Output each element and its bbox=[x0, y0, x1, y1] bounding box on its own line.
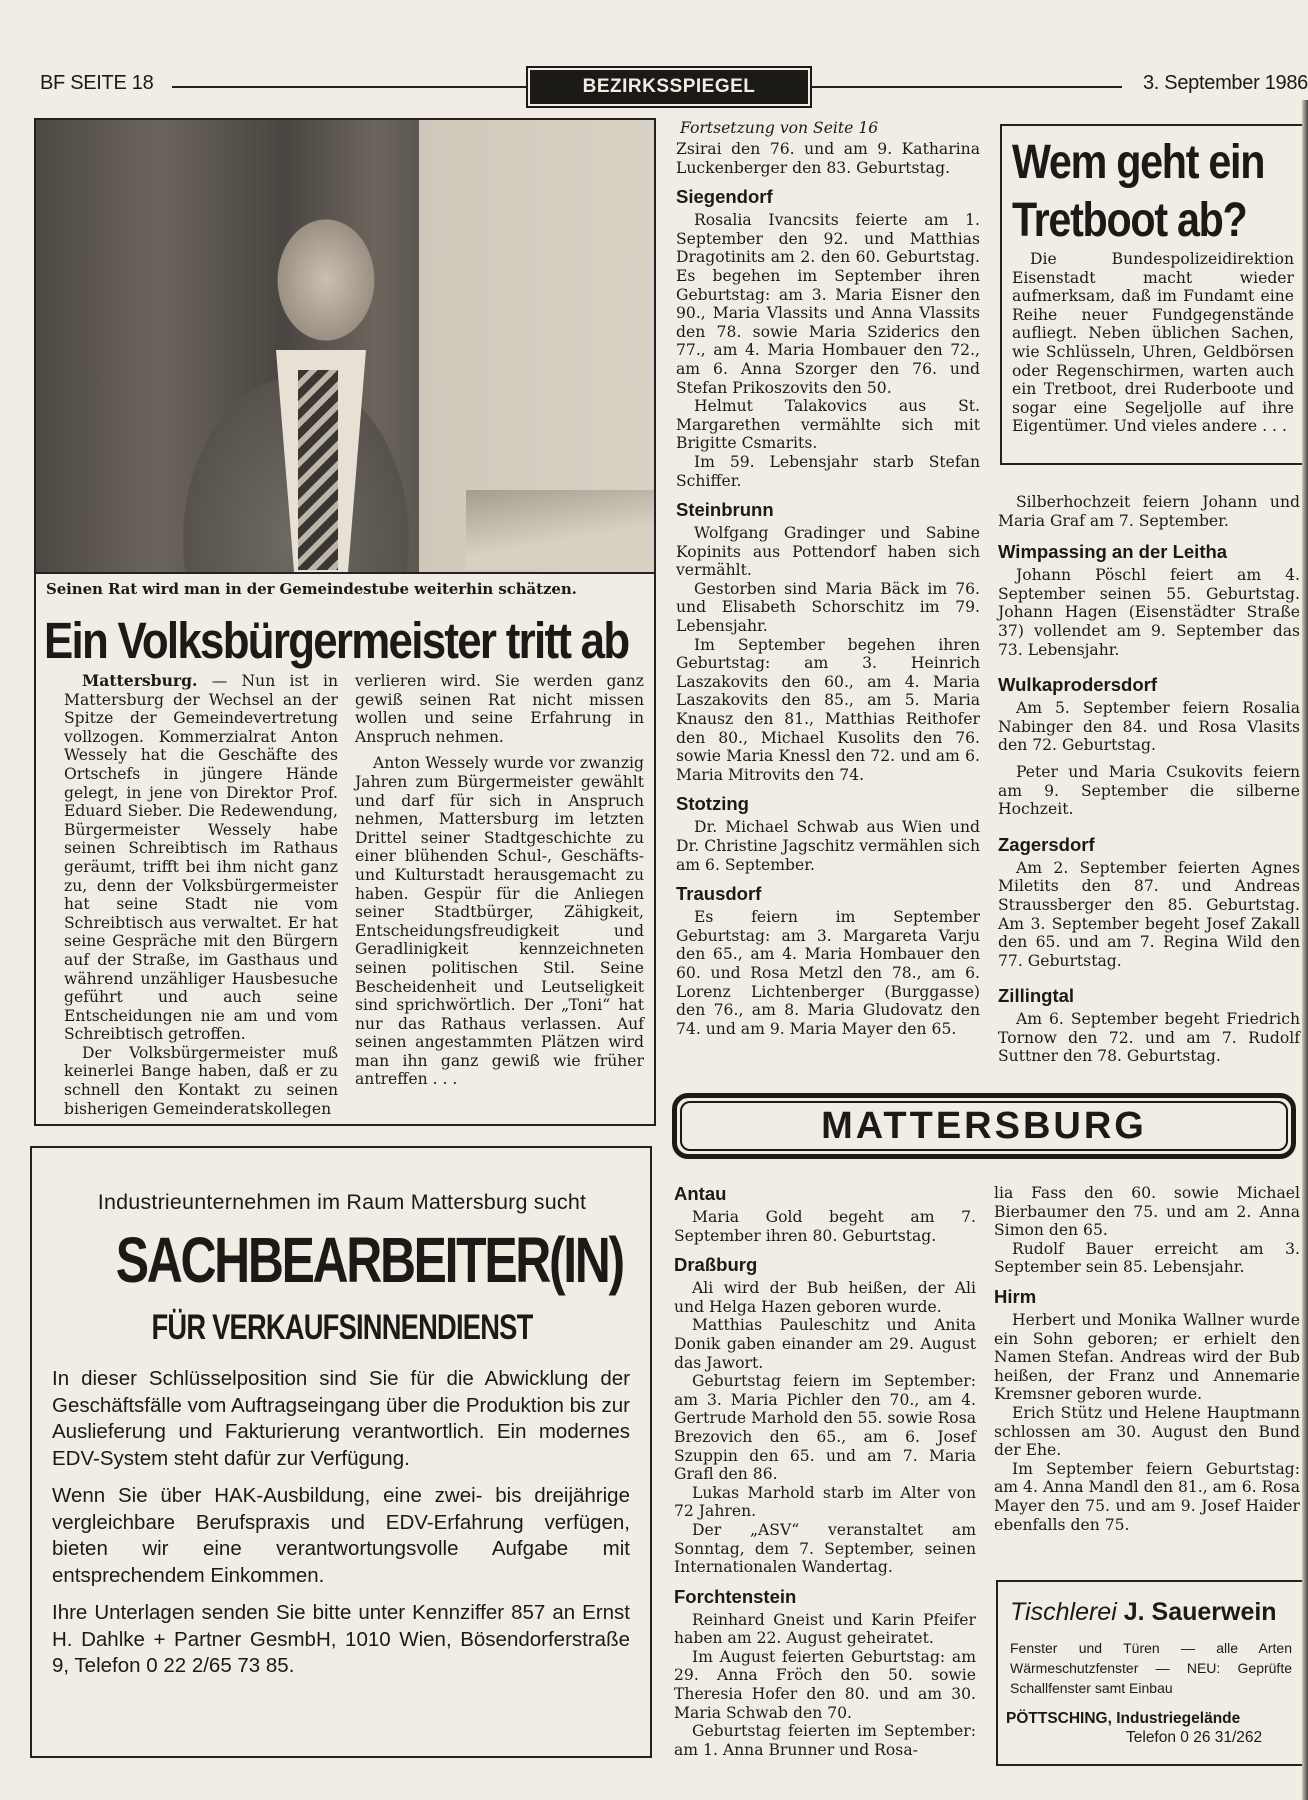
header-rule-right bbox=[812, 86, 1122, 88]
news-paragraph: Maria Gold begeht am 7. September ihren 80. Geburtstag. bbox=[674, 1208, 976, 1245]
section-heading-drassburg: Draßburg bbox=[674, 1254, 758, 1276]
article-paragraph: Mattersburg. — Nun ist in Mattersburg der Wechsel an der Spitze der Gemeindevertretung vollzogen. Kommerzialrat Anton Wessely hat die Geschäfte des Ortschefs in jüngere Hände gelegt, in jene von Direktor Prof. Eduard Sieber. Die Redewendung, Bürgermeister Wessely habe seinen Schreibtisch im Rathaus geräumt, trifft bei ihm nicht ganz zu, denn der Volksbürgermeister hat seine Stadt nie vom Schreibtisch aus verwaltet. Er hat seine Gespräche mit den Bürgern auf der Straße, im Gasthaus und während unzähliger Hausbesuche geführt und auch seine Entscheidungen nie am und vom Schreibtisch getroffen. bbox=[64, 671, 338, 1044]
article-paragraph: verlieren wird. Sie werden ganz gewiß seinen Rat nicht missen wollen und seine Erfahrung in Anspruch nehmen. bbox=[355, 672, 644, 746]
job-ad-body bbox=[52, 1366, 630, 1691]
section-heading-hirm: Hirm bbox=[994, 1285, 1037, 1307]
news-paragraph: Matthias Pauleschitz und Anita Donik gaben einander am 29. August das Jawort. bbox=[674, 1316, 976, 1372]
section-heading-stotzing: Stotzing bbox=[676, 793, 749, 815]
tischlerei-ad-address: PÖTTSCHING, Industriegelände bbox=[1006, 1710, 1241, 1727]
section-heading-wulkaprodersdorf: Wulkaprodersdorf bbox=[998, 674, 1157, 696]
banner-title: MATTERSBURG bbox=[821, 1104, 1147, 1147]
section-heading-antau: Antau bbox=[674, 1183, 727, 1204]
news-paragraph: Der „ASV“ veranstaltet am Sonntag, dem 7. September, seinen Internationalen Wandertag. bbox=[674, 1520, 976, 1577]
continuation-text: Zsirai den 76. und am 9. Katharina Luckenberger den 83. Geburtstag. bbox=[676, 140, 980, 177]
section-heading-trausdorf: Trausdorf bbox=[676, 883, 762, 905]
photo-caption: Seinen Rat wird man in der Gemeindestube weiterhin schätzen. bbox=[46, 580, 577, 598]
photo-tie bbox=[298, 370, 338, 570]
tischlerei-ad-text: Fenster und Türen — alle Arten Wärmeschutzfenster — NEU: Geprüfte Schallfenster samt Einbau bbox=[1010, 1640, 1292, 1696]
notice-headline: Wem geht ein Tretboot ab? bbox=[1012, 136, 1265, 247]
job-ad-subtitle: FÜR VERKAUFSINNENDIENST bbox=[151, 1308, 533, 1347]
news-paragraph: Es feiern im September Geburtstag: am 3. Margareta Varju den 65., am 4. Maria Hombauer den 60. und Rosa Metzl den 78., am 6. Lorenz Lichtenberger (Burggasse) den 76., am 8. Maria Gludovatz den 74. und am 9. Maria Mayer den 65. bbox=[676, 908, 980, 1038]
section-heading-siegendorf: Siegendorf bbox=[676, 186, 773, 208]
news-paragraph: Im 59. Lebensjahr starb Stefan Schiffer. bbox=[676, 452, 980, 490]
job-ad-paragraph: Wenn Sie über HAK-Ausbildung, eine zwei- bis dreijährige vergleichbare Berufspraxis und EDV-Erfahrung verfügen, bieten wir eine verantwortungsvolle Aufgabe mit entsprechendem Einkommen. bbox=[52, 1484, 630, 1587]
notice-text: Die Bundespolizeidirektion Eisenstadt macht wieder aufmerksam, daß im Fundamt eine Reihe neuer Fundgegenstände aufliegt. Neben üblichen Sachen, wie Schlüsseln, Uhren, Geldbörsen oder Regenschirmen, warten auch ein Tretboot, drei Ruderboote und sogar eine Segeljolle auf ihre Eigentümer. Und vieles andere . . . bbox=[1012, 250, 1294, 436]
news-paragraph: Silberhochzeit feiern Johann und Maria Graf am 7. September. bbox=[998, 493, 1300, 530]
section-badge bbox=[530, 70, 808, 104]
news-paragraph: Reinhard Gneist und Karin Pfeifer haben am 22. August geheiratet. bbox=[674, 1610, 976, 1648]
news-paragraph: Erich Stütz und Helene Hauptmann schlossen am 30. August den Bund der Ehe. bbox=[994, 1403, 1300, 1460]
section-heading-zillingtal: Zillingtal bbox=[998, 985, 1075, 1007]
page-number: BF SEITE 18 bbox=[40, 72, 154, 94]
news-paragraph: Im September feiern Geburtstag: am 4. Anna Mandl den 81., am 6. Rosa Mayer den 75. und am 9. Josef Haider ebenfalls den 75. bbox=[994, 1459, 1300, 1534]
issue-date: 3. September 1986 bbox=[1142, 72, 1308, 94]
portrait-photo bbox=[36, 120, 654, 574]
section-heading-wimpassing: Wimpassing an der Leitha bbox=[998, 541, 1228, 563]
news-paragraph: Johann Pöschl feiert am 4. September seinen 55. Geburtstag. Johann Hagen (Eisenstädter Straße 37) vollendet am 9. September das 73. Lebensjahr. bbox=[998, 566, 1300, 659]
tischlerei-ad-title: Tischlerei J. Sauerwein bbox=[1010, 1598, 1277, 1626]
news-paragraph: Am 5. September feiern Rosalia Nabinger den 84. und Rosa Vlasits den 72. Geburtstag. bbox=[998, 699, 1300, 755]
photo-desk bbox=[466, 490, 654, 570]
section-heading-steinbrunn: Steinbrunn bbox=[676, 499, 774, 521]
news-paragraph: Geburtstag feierten im September: am 1. Anna Brunner und Rosa- bbox=[674, 1722, 976, 1759]
continuation-note: Fortsetzung von Seite 16 bbox=[680, 119, 879, 137]
section-title: BEZIRKSSPIEGEL bbox=[582, 76, 756, 97]
news-paragraph: Rudolf Bauer erreicht am 3. September sein 85. Lebensjahr. bbox=[994, 1239, 1300, 1277]
mattersburg-left-column bbox=[674, 1180, 976, 1759]
article-column-1 bbox=[64, 672, 338, 1118]
right-column bbox=[998, 493, 1300, 1066]
article-column-2 bbox=[355, 672, 644, 1089]
news-paragraph: Lukas Marhold starb im Alter von 72 Jahren. bbox=[674, 1483, 976, 1521]
job-ad-paragraph: Ihre Unterlagen senden Sie bitte unter Kennziffer 857 an Ernst H. Dahlke + Partner GesmbH, 1010 Wien, Bösendorferstraße 9, Telefon 0 22 2/65 73 85. bbox=[52, 1601, 630, 1677]
news-paragraph: Im August feierten Geburtstag: am 29. Anna Fröch den 50. sowie Theresia Hofer den 80. und am 30. Maria Schwab den 70. bbox=[674, 1647, 976, 1722]
dateline: Mattersburg. bbox=[82, 671, 198, 690]
news-paragraph: Gestorben sind Maria Bäck im 76. und Elisabeth Schorschitz im 79. Lebensjahr. bbox=[676, 579, 980, 636]
news-paragraph: lia Fass den 60. sowie Michael Bierbaumer den 75. und am 2. Anna Simon den 65. bbox=[994, 1184, 1300, 1240]
news-paragraph: Ali wird der Bub heißen, der Ali und Helga Hazen geboren wurde. bbox=[674, 1279, 976, 1316]
header-rule-left bbox=[172, 86, 528, 88]
news-paragraph: Peter und Maria Csukovits feiern am 9. September die silberne Hochzeit. bbox=[998, 762, 1300, 819]
page-edge-shadow bbox=[1302, 100, 1308, 1800]
article-headline: Ein Volksbürgermeister tritt ab bbox=[44, 612, 629, 669]
mattersburg-right-column bbox=[994, 1184, 1300, 1534]
news-paragraph: Am 2. September feierten Agnes Miletits den 87. und Andreas Straussberger den 85. Geburtstag. Am 3. September begeht Josef Zakall den 65. und am 7. Regina Wild den 77. Geburtstag. bbox=[998, 858, 1300, 970]
news-paragraph: Dr. Michael Schwab aus Wien und Dr. Christine Jagschitz vermählen sich am 6. September. bbox=[676, 818, 980, 874]
section-heading-zagersdorf: Zagersdorf bbox=[998, 833, 1095, 855]
news-paragraph: Geburtstag feiern im September: am 3. Maria Pichler den 70., am 4. Gertrude Marhold den 55. sowie Rosa Brezovich den 65., am 6. Josef Szuppin den 65. und am 7. Maria Grafl den 86. bbox=[674, 1372, 976, 1484]
job-ad-title: SACHBEARBEITER(IN) bbox=[115, 1224, 623, 1296]
news-paragraph: Rosalia Ivancsits feierte am 1. September den 92. und Matthias Dragotinits am 2. den 60. Geburtstag. Es begehen im September ihren Geburtstag: am 3. Maria Eisner den 90., Maria Vlassits und Anna Vlassits den 78. sowie Maria Sziderics den 77., am 4. Maria Hombauer den 72., am 6. Anna Szorger den 76. und Stefan Prikoszovits den 50. bbox=[676, 211, 980, 397]
news-paragraph: Wolfgang Gradinger und Sabine Kopinits aus Pottendorf haben sich vermählt. bbox=[676, 524, 980, 580]
middle-column bbox=[676, 140, 980, 1038]
news-paragraph: Helmut Talakovics aus St. Margarethen vermählte sich mit Brigitte Csmarits. bbox=[676, 397, 980, 453]
section-heading-forchtenstein: Forchtenstein bbox=[674, 1585, 797, 1607]
article-paragraph: Anton Wessely wurde vor zwanzig Jahren zum Bürgermeister gewählt und darf für sich in Anspruch nehmen, Mattersburg im letzten Drittel seiner Stadtgeschichte zu einer blühenden Schul-, Geschäfts- und Kulturstadt herausgemacht zu haben. Gespür für die Anliegen seiner Stadtbürger, Zähigkeit, Entscheidungsfreudigkeit und Geradlinigkeit kennzeichneten seinen politischen Stil. Seine Bescheidenheit und Leutseligkeit sind sprichwörtlich. Der „Toni“ hat nur das Rathaus verlassen. Auf seinen angestammten Plätzen wird man ihn ganz gewiß wie früher antreffen . . . bbox=[355, 754, 644, 1089]
news-paragraph: Am 6. September begeht Friedrich Tornow den 72. und am 7. Rudolf Suttner den 78. Geburtstag. bbox=[998, 1010, 1300, 1066]
news-paragraph: Herbert und Monika Wallner wurde ein Sohn geboren; er erhielt den Namen Stefan. Andreas wird der Bub heißen, der Franz und Annemarie Kremsner geboren wurde. bbox=[994, 1310, 1300, 1404]
tischlerei-ad-phone: Telefon 0 26 31/262 bbox=[1126, 1729, 1263, 1746]
job-ad-paragraph: In dieser Schlüsselposition sind Sie für die Abwicklung der Geschäftsfälle vom Auftragseingang über die Produktion bis zur Auslieferung und Fakturierung verantwortlich. Ein modernes EDV-System steht dafür zur Verfügung. bbox=[52, 1367, 630, 1470]
article-paragraph: Der Volksbürgermeister muß keinerlei Bange haben, daß er zu schnell den Kontakt zu seinen bisherigen Gemeinderatskollegen bbox=[64, 1043, 338, 1118]
news-paragraph: Im September begehen ihren Geburtstag: am 3. Heinrich Laszakovits den 60., am 4. Maria Laszakovits den 85., am 5. Maria Knausz den 81., Matthias Reithofer den 80., Michael Kusolits den 76. sowie Maria Knessl den 72. und am 6. Maria Mitrovits den 74. bbox=[676, 635, 980, 784]
mattersburg-banner bbox=[672, 1093, 1296, 1159]
job-ad-intro: Industrieunternehmen im Raum Mattersburg sucht bbox=[97, 1190, 587, 1214]
